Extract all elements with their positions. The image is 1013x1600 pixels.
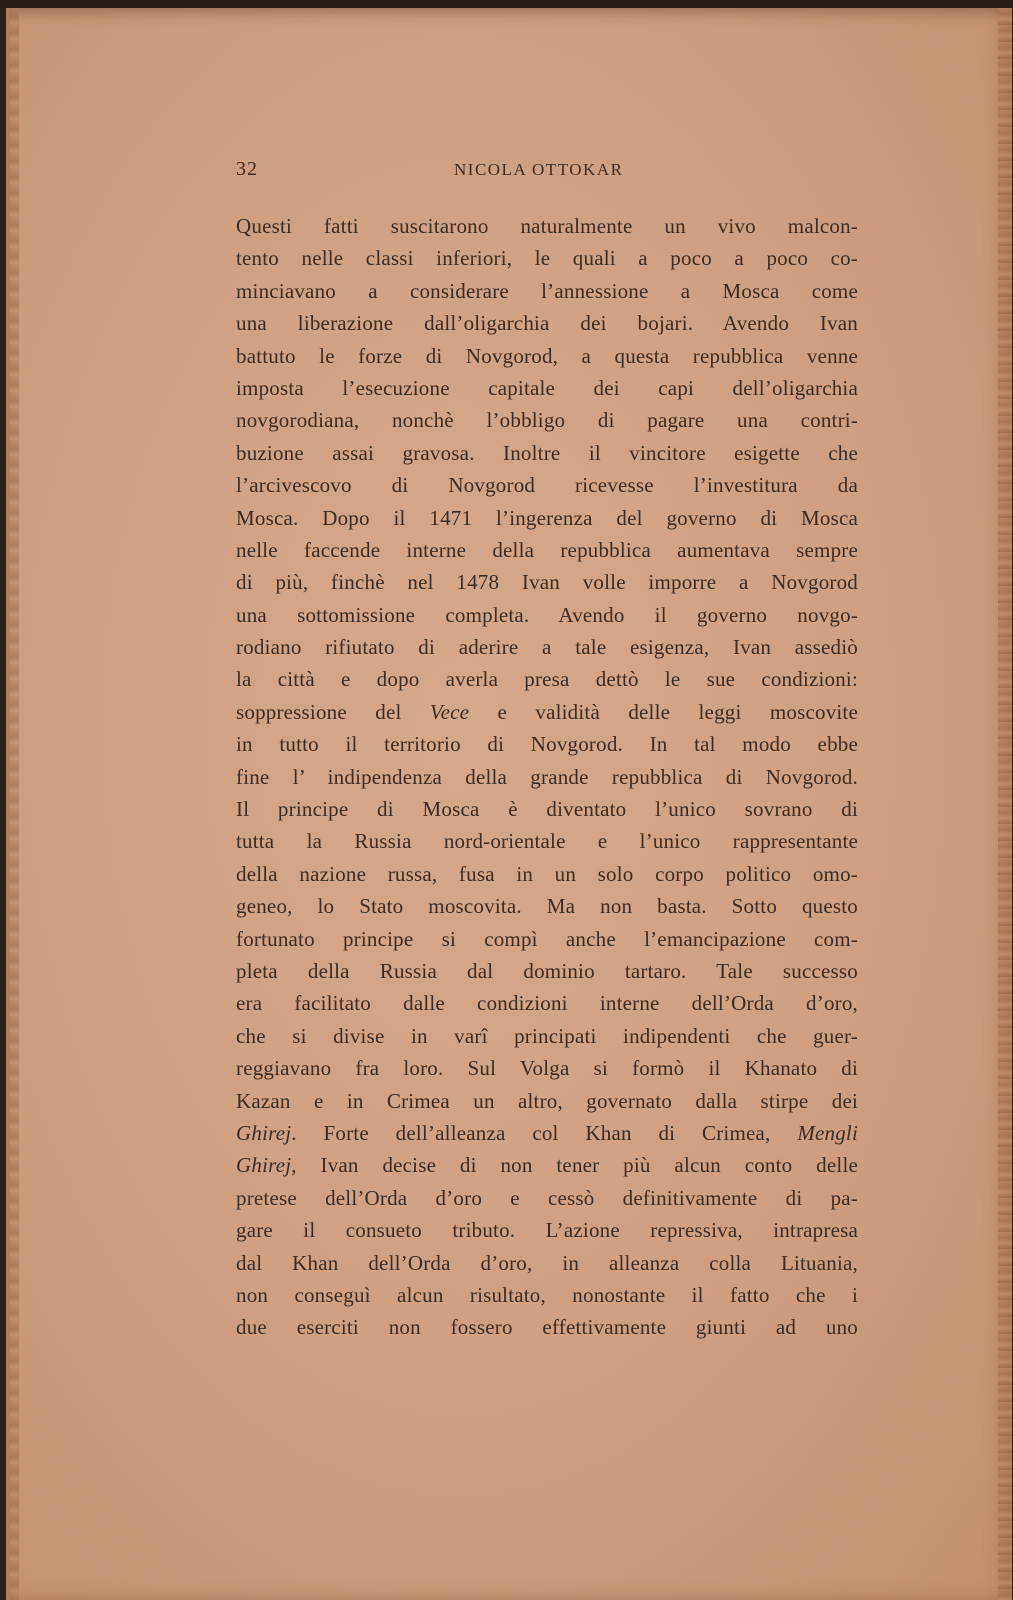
text-run: pleta della Russia dal dominio tartaro. Tale successo xyxy=(236,958,858,983)
text-run: della nazione russa, fusa in un solo corpo politico omo- xyxy=(236,861,858,886)
text-run: in tutto il territorio di Novgorod. In tal modo ebbe xyxy=(236,732,858,757)
text-run: gare il consueto tributo. L’azione repressiva, intrapresa xyxy=(236,1218,858,1243)
text-line xyxy=(236,858,858,890)
body-text xyxy=(236,210,858,1344)
text-run: la città e dopo averla presa dettò le sue condizioni: xyxy=(236,667,858,692)
text-line xyxy=(236,502,858,534)
running-header xyxy=(236,158,856,188)
text-line xyxy=(236,955,858,987)
italic-term: Ghirej xyxy=(236,1120,292,1145)
text-run: , Ivan decise di non tener più alcun conto delle xyxy=(291,1153,858,1178)
running-head-author: NICOLA OTTOKAR xyxy=(454,160,624,179)
text-line xyxy=(236,761,858,793)
text-line xyxy=(236,663,858,695)
text-run: una liberazione dall’oligarchia dei bojari. Avendo Ivan xyxy=(236,311,858,336)
text-run: soppressione del xyxy=(236,699,430,724)
italic-term: Mengli xyxy=(797,1120,858,1145)
text-run: Mosca. Dopo il 1471 l’ingerenza del governo di Mosca xyxy=(236,505,858,530)
text-line xyxy=(236,987,858,1019)
text-run: tento nelle classi inferiori, le quali a poco a poco co- xyxy=(236,246,858,271)
text-line xyxy=(236,1052,858,1084)
text-run: Il principe di Mosca è diventato l’unico sovrano di xyxy=(236,797,858,822)
text-run: una sottomissione completa. Avendo il governo novgo- xyxy=(236,602,858,627)
text-line xyxy=(236,307,858,339)
text-line xyxy=(236,1020,858,1052)
text-line xyxy=(236,1279,858,1311)
text-line xyxy=(236,372,858,404)
text-run: due eserciti non fossero effettivamente giunti ad uno xyxy=(236,1315,858,1340)
text-run: nelle faccende interne della repubblica aumentava sempre xyxy=(236,537,858,562)
text-run: l’arcivescovo di Novgorod ricevesse l’investitura da xyxy=(236,473,858,498)
page-left-edge xyxy=(9,8,19,1600)
text-line xyxy=(236,566,858,598)
text-line xyxy=(236,1085,858,1117)
text-line xyxy=(236,1311,858,1343)
text-run: rodiano rifiutato di aderire a tale esigenza, Ivan assediò xyxy=(236,635,858,660)
page-right-edge xyxy=(998,8,1012,1600)
text-run: imposta l’esecuzione capitale dei capi dell’oligarchia xyxy=(236,375,858,400)
text-run: pretese dell’Orda d’oro e cessò definitivamente di pa- xyxy=(236,1185,858,1210)
text-line xyxy=(236,696,858,728)
text-line xyxy=(236,1182,858,1214)
italic-term: Ghirej xyxy=(236,1153,292,1178)
text-run: che si divise in varî principati indipendenti che guer- xyxy=(236,1023,858,1048)
text-line xyxy=(236,1117,858,1149)
text-run: dal Khan dell’Orda d’oro, in alleanza colla Lituania, xyxy=(236,1250,858,1275)
text-line xyxy=(236,793,858,825)
text-run: tutta la Russia nord-orientale e l’unico rappresentante xyxy=(236,829,858,854)
text-run: non conseguì alcun risultato, nonostante il fatto che i xyxy=(236,1282,858,1307)
text-run: fine l’ indipendenza della grande repubblica di Novgorod. xyxy=(236,764,858,789)
text-line xyxy=(236,242,858,274)
text-line xyxy=(236,825,858,857)
text-run: e validità delle leggi moscovite xyxy=(469,699,858,724)
page-number: 32 xyxy=(236,158,258,180)
text-line xyxy=(236,437,858,469)
text-run: novgorodiana, nonchè l’obbligo di pagare una contri- xyxy=(236,408,858,433)
text-run: buzione assai gravosa. Inoltre il vincitore esigette che xyxy=(236,440,858,465)
text-run: fortunato principe si compì anche l’emancipazione com- xyxy=(236,926,858,951)
text-line xyxy=(236,210,858,242)
text-run: reggiavano fra loro. Sul Volga si formò il Khanato di xyxy=(236,1056,858,1081)
text-line xyxy=(236,1247,858,1279)
text-line xyxy=(236,275,858,307)
italic-term: Vece xyxy=(429,699,470,724)
text-run: . Forte dell’alleanza col Khan di Crimea, xyxy=(291,1120,798,1145)
text-line xyxy=(236,340,858,372)
text-run: di più, finchè nel 1478 Ivan volle imporre a Novgorod xyxy=(236,570,858,595)
text-run: minciavano a considerare l’annessione a Mosca come xyxy=(236,278,858,303)
text-run: battuto le forze di Novgorod, a questa repubblica venne xyxy=(236,343,858,368)
text-run: era facilitato dalle condizioni interne dell’Orda d’oro, xyxy=(236,991,858,1016)
text-run: Kazan e in Crimea un altro, governato dalla stirpe dei xyxy=(236,1088,858,1113)
text-line xyxy=(236,1149,858,1181)
text-line xyxy=(236,599,858,631)
text-line xyxy=(236,631,858,663)
text-line xyxy=(236,890,858,922)
text-line xyxy=(236,728,858,760)
text-line xyxy=(236,469,858,501)
text-line xyxy=(236,1214,858,1246)
text-line xyxy=(236,404,858,436)
text-run: geneo, lo Stato moscovita. Ma non basta. Sotto questo xyxy=(236,894,858,919)
text-line xyxy=(236,923,858,955)
text-line xyxy=(236,534,858,566)
text-run: Questi fatti suscitarono naturalmente un vivo malcon- xyxy=(236,214,858,238)
